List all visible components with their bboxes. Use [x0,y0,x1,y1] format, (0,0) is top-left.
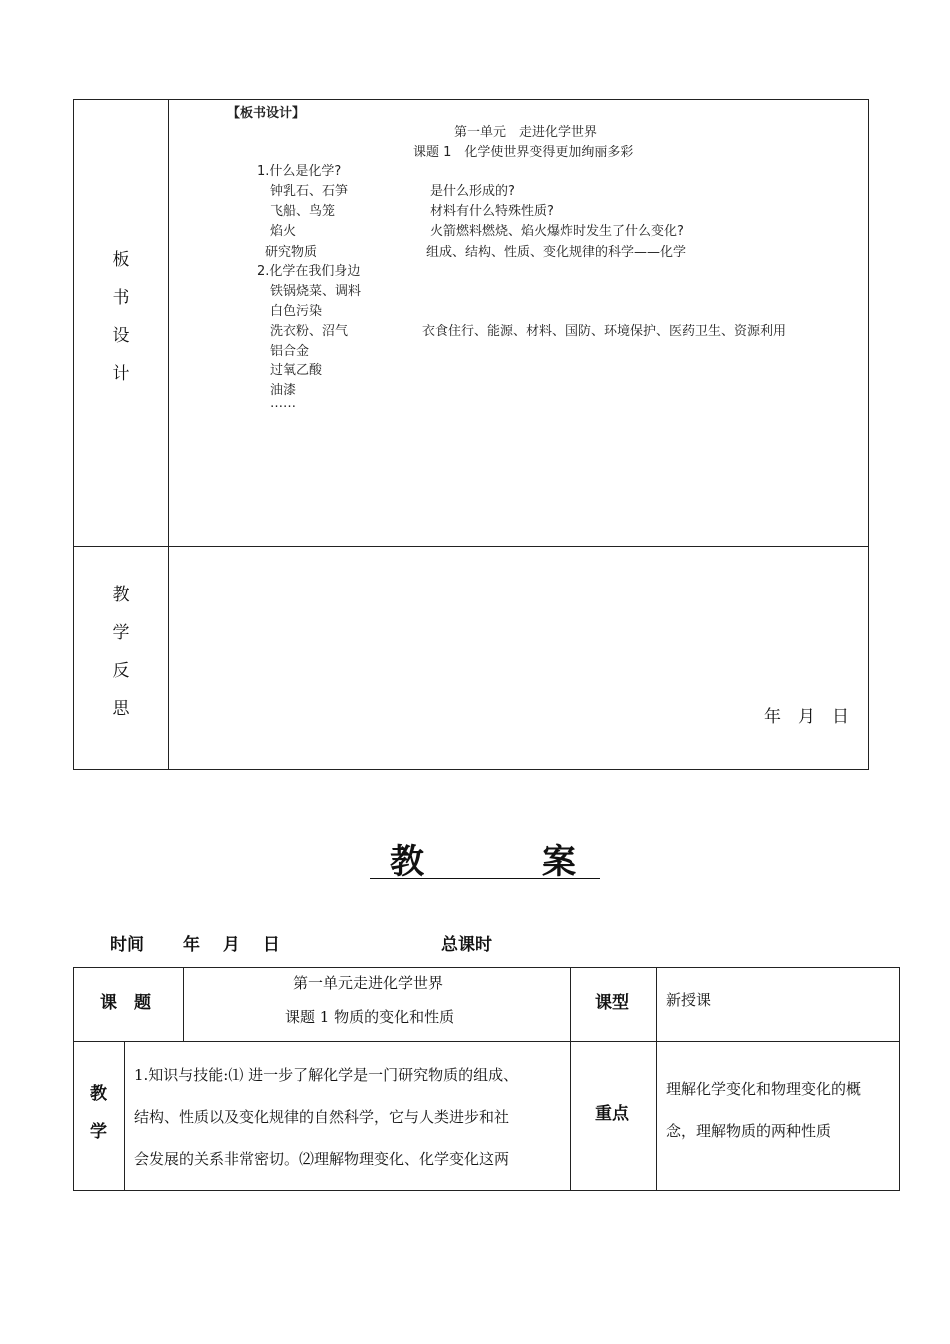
column-divider [183,967,184,1041]
key-point-line: 念，理解物质的两种性质 [666,1122,832,1140]
column-divider [570,967,571,1191]
question-one: 1.什么是化学? [257,164,342,179]
objective-line: 会发展的关系非常密切。⑵理解物理变化、化学变化这两 [134,1150,510,1168]
topic-unit: 第一单元走进化学世界 [293,974,444,992]
unit-title: 第一单元 走进化学世界 [454,125,598,140]
topic-label: 课 题 [100,993,151,1013]
date-text: 年 月 日 [183,935,280,955]
right-item: 是什么形成的? [430,184,515,199]
objective-line: 1.知识与技能:⑴ 进一步了解化学是一门研究物质的组成、 [134,1066,519,1084]
topic-lesson: 课题 1 物质的变化和性质 [285,1008,455,1026]
label-char: 教 [112,585,130,605]
column-divider [124,1041,125,1191]
column-divider [656,967,657,1191]
column-divider [168,100,169,769]
key-point-label: 重点 [595,1104,629,1124]
list-item: 白色污染 [270,304,323,319]
right-item: 材料有什么特殊性质? [430,204,554,219]
list-item: …… [270,396,296,411]
label-char: 计 [112,364,130,384]
list-item: 过氧乙酸 [270,363,323,378]
title-char: 案 [542,842,576,882]
list-item: 油漆 [270,383,297,398]
title-char: 教 [390,842,424,882]
label-char: 板 [112,250,130,270]
lesson-title: 课题 1 化学使世界变得更加绚丽多彩 [413,145,634,160]
row-divider [74,546,868,547]
label-char: 学 [112,623,130,643]
label-char: 反 [112,661,130,681]
lesson-plan-title [370,832,600,882]
left-item: 研究物质 [265,245,318,260]
teach-label-char: 教 [90,1084,107,1104]
type-label: 课型 [595,993,629,1013]
teaching-reflection-label [74,576,168,728]
board-header: 【板书设计】 [227,106,306,121]
board-design-table [73,99,869,770]
question-two: 2.化学在我们身边 [257,264,361,279]
label-char: 书 [112,288,130,308]
label-char: 设 [112,326,130,346]
left-item: 焰火 [270,224,297,239]
left-item: 飞船、鸟笼 [270,204,336,219]
label-char: 思 [112,699,130,719]
board-design-label [74,241,168,393]
time-label: 时间 [110,935,144,955]
right-item: 火箭燃料燃烧、焰火爆炸时发生了什么变化? [430,224,684,239]
row-divider [73,1041,900,1042]
left-item: 钟乳石、石笋 [270,184,349,199]
list-item: 洗衣粉、沼气 [270,324,349,339]
teach-label-char: 学 [90,1122,107,1142]
list-item: 铝合金 [270,344,310,359]
total-hours-label: 总课时 [441,935,492,955]
list-item: 铁锅烧菜、调料 [270,284,362,299]
objective-line: 结构、性质以及变化规律的自然科学，它与人类进步和社 [134,1108,510,1126]
right-item: 组成、结构、性质、变化规律的科学——化学 [426,245,687,260]
key-point-line: 理解化学变化和物理变化的概 [666,1080,862,1098]
type-value: 新授课 [666,991,712,1009]
application-fields: 衣食住行、能源、材料、国防、环境保护、医药卫生、资源利用 [422,324,787,339]
reflection-date: 年 月 日 [764,707,849,727]
